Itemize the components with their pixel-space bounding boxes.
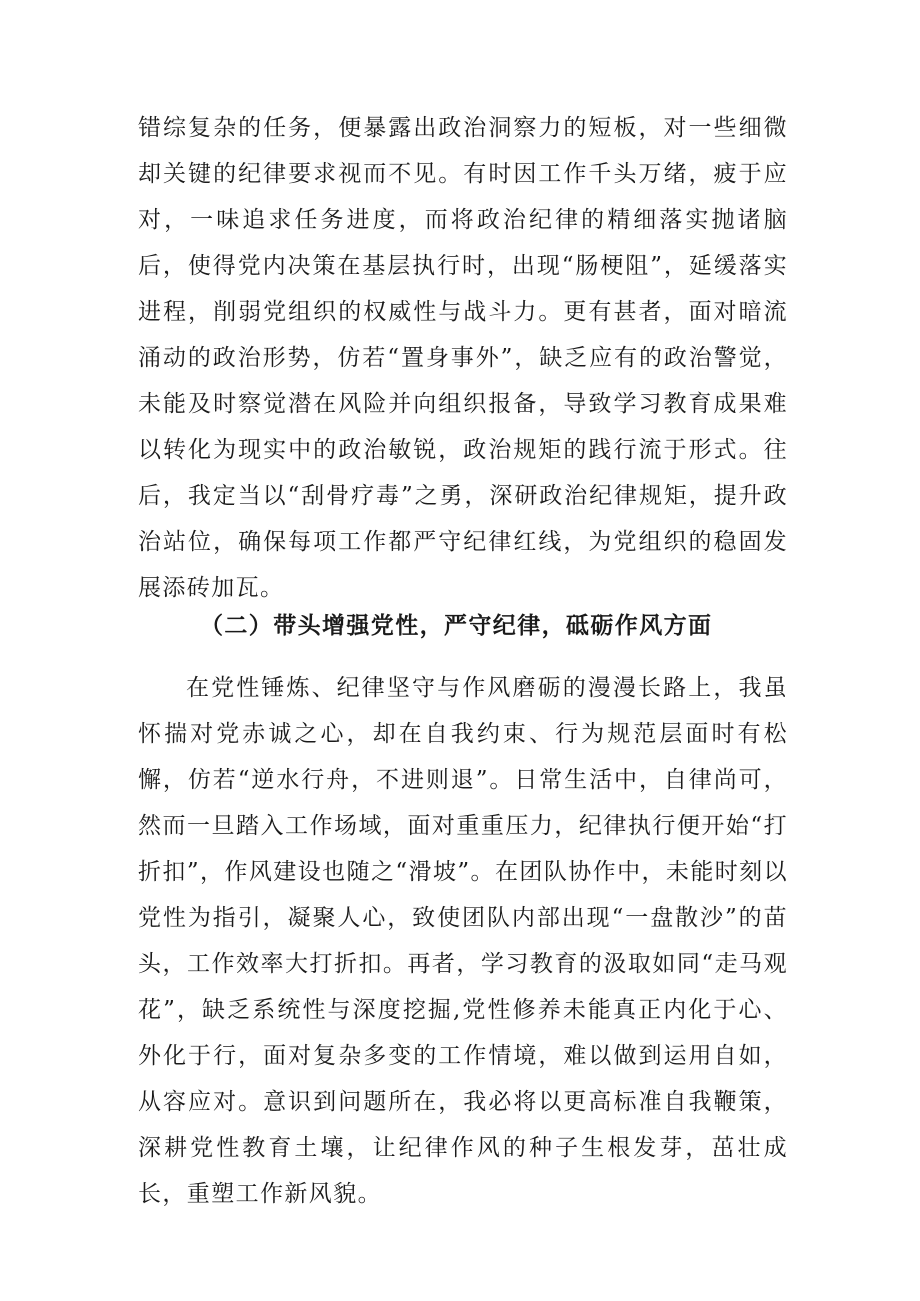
section-heading: （二）带头增强党性，严守纪律，砥砺作风方面 bbox=[200, 612, 713, 639]
body-paragraph-1: 错综复杂的任务，便暴露出政治洞察力的短板，对一些细微却关键的纪律要求视而不见。有时因工作千头万绪，疲于应对，一味追求任务进度，而将政治纪律的精细落实抛诸脑后，使得党内决策在基层执行时，出现“肠梗阻”，延缓落实进程，削弱党组织的权威性与战斗力。更有甚者，面对暗流涌动的政治形势，仿若“置身事外”，缺乏应有的政治警觉，未能及时察觉潜在风险并向组织报备，导致学习教育成果难以转化为现实中的政治敏锐，政治规矩的践行流于形式。往后，我定当以“刮骨疗毒”之勇，深研政治纪律规矩，提升政治站位，确保每项工作都严守纪律红线，为党组织的稳固发展添砖加瓦。 bbox=[138, 115, 788, 601]
body-paragraph-2: 在党性锤炼、纪律坚守与作风磨砺的漫漫长路上，我虽怀揣对党赤诚之心，却在自我约束、行为规范层面时有松懈，仿若“逆水行舟，不进则退”。日常生活中，自律尚可，然而一旦踏入工作场域，面对重重压力，纪律执行便开始“打折扣”，作风建设也随之“滑坡”。在团队协作中，未能时刻以党性为指引，凝聚人心，致使团队内部出现“一盘散沙”的苗头，工作效率大打折扣。再者，学习教育的汲取如同“走马观花”，缺乏系统性与深度挖掘,党性修养未能真正内化于心、外化于行，面对复杂多变的工作情境，难以做到运用自如，从容应对。意识到问题所在，我必将以更高标准自我鞭策，深耕党性教育土壤，让纪律作风的种子生根发芽，茁壮成长，重塑工作新风貌。 bbox=[138, 675, 788, 1207]
